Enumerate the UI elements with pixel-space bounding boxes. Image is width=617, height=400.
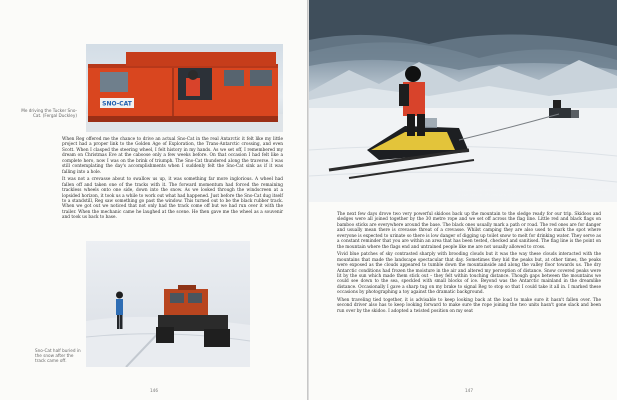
left-paragraph: When Reg offered me the chance to drive an actual Sno-Cat in the real Antarctic it felt like my little project had a proper link to the Golden Age of Exploration, the Trans-Antarctic crossing, and even Scott. When I clasped the steering wheel, I felt history in my hands. As we set off, I remembered my dream on Christmas Eve at the caboose only a few weeks before. On that occasion I had felt like a complete hero, now I was on the brink of triumph. The Sno-Cat thundered along the traverse. I was still contemplating the day's accomplishments when I suddenly felt the Sno-Cat sink as if it was falling into a hole. — [62, 137, 283, 175]
photo-snowmobile — [309, 0, 617, 202]
photo-caption-snocat-stuck: Sno-Cat half buried in the snow after the track came off. — [35, 348, 81, 364]
snocat-stuck-illustration — [86, 241, 250, 367]
right-paragraph: When traveling tied together, it is advisable to keep looking back at the load to make sure it hasn't fallen over. The second driver also has to keep looking forward to make sure the rope joining the two units hasn't gone slack and been run over by the skidoo. I adopted a twisted position on my seat — [337, 297, 601, 314]
left-body-text — [62, 137, 283, 223]
right-body-text — [337, 212, 601, 316]
right-paragraph: Vivid blue patches of sky contrasted sharply with brooding clouds but it was the way these clouds interacted with the mountains that made the landscape spectacular that day. Sometimes they hid the peaks but, at other times, the peaks were exposed as the clouds appeared to tumble down the mountainside and along the valley floor towards us. The dry Antarctic conditions had frozen the moisture in the air and altered my perception of distance. Snow covered peaks were lit by the sun which made them stick out – they felt within touching distance. Though gaps between the mountains we could see down to the sea, speckled with small blocks of ice. Beyond was the Antarctic mainland in the dreamlike distance. Occasionally I gave a sharp tug on my brake to signal Reg to stop so that I could take it all in. I marked these occasions by photographing a toy against the dramatic background. — [337, 252, 601, 296]
photo-snocat-stuck — [86, 241, 250, 367]
left-paragraph: It was not a crevasse about to swallow us up, it was something far more inglorious. A wheel had fallen off and taken one of the tracks with it. The forward momentum had forced the remaining trackless wheels onto one side, down into the snow. As we looked through the windscreen at a lopsided horizon, it took us a while to work out what had happened. Just before the Sno-Cat dug itself to a standstill, Reg saw something go past the window. This turned out to be the black rubber track. When we got out we noticed that not only had the track come off but we had run over it with the trailer. When the mechanic came he laughed at the scene. He then gave me the wheel as a souvenir and took us back to base. — [62, 177, 283, 221]
snowmobile-illustration — [309, 0, 617, 202]
right-paragraph: The next few days drove two very powerful skidoos back up the mountain to the sledge ready for our trip. Skidoos and sledges were all joined together by the 30 metre rope and we set off across the flag line. Little red and black flags on bamboo sticks are everywhere around the base. The black ones usually mark a path or road. The red ones are for danger and usually mean there is crevasse threat of a crevasse. Whilst camping they are also used to mark the spot where everyone is expected to urinate so there is low danger of digging up toilet snow to melt for drinking water. They serve as a constant reminder that you are within an area that has been tested, checked and sanitised. The flag line is the point on the mountain where the flags end and untrained people like me are not usually allowed to cross. — [337, 212, 601, 250]
snocat-badge: SNO-CAT — [102, 100, 132, 108]
page-number-left: 146 — [150, 388, 158, 393]
page-number-right: 147 — [465, 388, 473, 393]
right-page — [309, 0, 617, 400]
photo-caption-snowmobile: Driving the good old Ski-Doo. Every skidoo, from a Tripod mounted on the back of the skidoo. (Fergal Duckley) — [457, 187, 612, 197]
left-page — [0, 0, 307, 400]
photo-caption-snocat-cab: Me driving the Tucker Sno-Cat. (Fergal Duckley) — [21, 108, 77, 119]
snocat-cab-illustration — [86, 44, 283, 132]
photo-snocat-cab — [86, 44, 283, 132]
